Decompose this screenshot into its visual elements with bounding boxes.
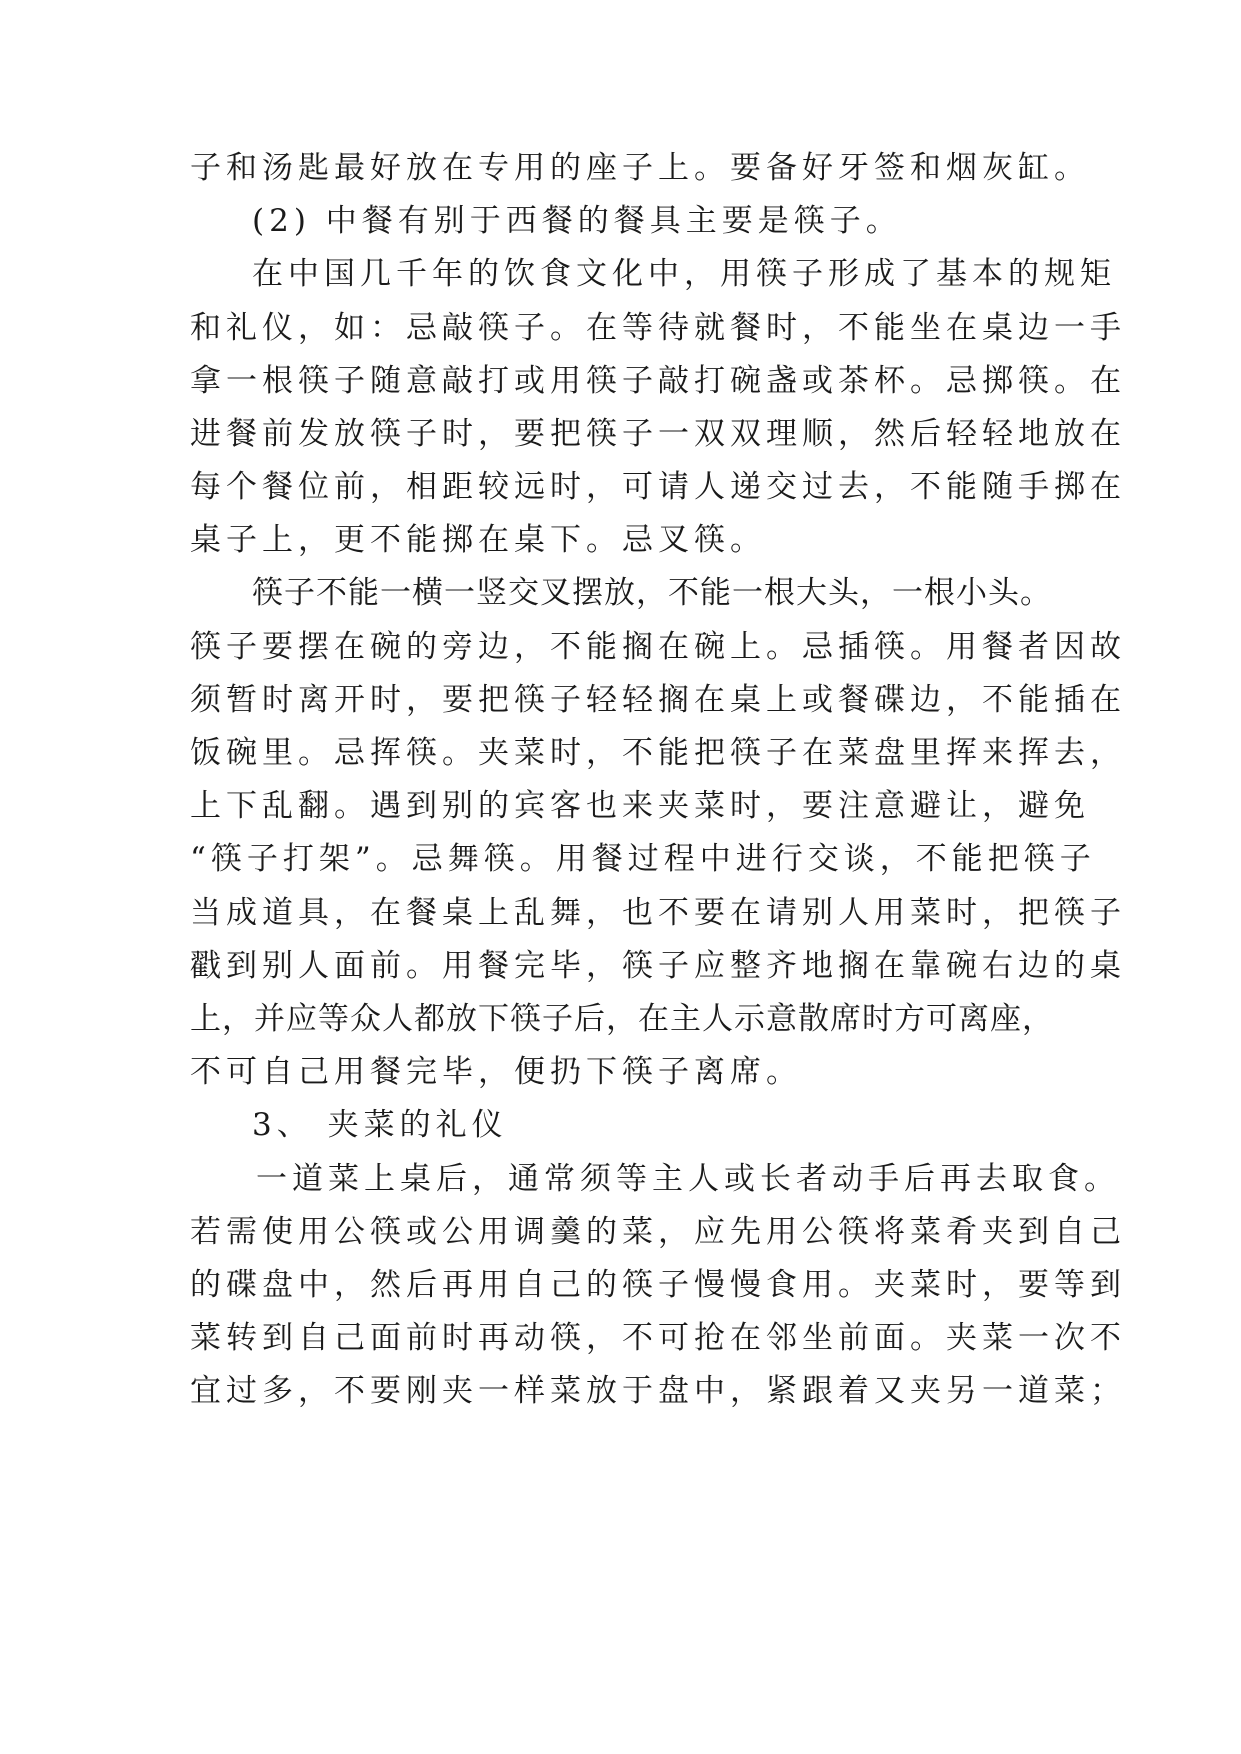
text-line: 上，并应等众人都放下筷子后，在主人示意散席时方可离座，	[190, 1001, 1054, 1037]
section-heading: (2) 中餐有别于西餐的餐具主要是筷子。	[252, 203, 902, 239]
text-line: 宜过多，不要刚夹一样菜放于盘中，紧跟着又夹另一道菜；	[190, 1373, 1126, 1409]
text-line: 戳到别人面前。用餐完毕，筷子应整齐地搁在靠碗右边的桌	[190, 948, 1126, 984]
text-line: 进餐前发放筷子时，要把筷子一双双理顺，然后轻轻地放在	[190, 416, 1126, 452]
text-line: 桌子上，更不能掷在桌下。忌叉筷。	[190, 522, 766, 558]
text-line: 的碟盘中，然后再用自己的筷子慢慢食用。夹菜时，要等到	[190, 1267, 1126, 1303]
text-line: 菜转到自己面前时再动筷，不可抢在邻坐前面。夹菜一次不	[190, 1320, 1126, 1356]
text-line: 每个餐位前，相距较远时，可请人递交过去，不能随手掷在	[190, 469, 1126, 505]
paragraph-start: 筷子不能一横一竖交叉摆放，不能一根大头，一根小头。	[252, 575, 1052, 611]
text-line: 筷子要摆在碗的旁边，不能搁在碗上。忌插筷。用餐者因故	[190, 629, 1126, 665]
text-line: 若需使用公筷或公用调羹的菜，应先用公筷将菜肴夹到自己	[190, 1214, 1126, 1250]
text-line: 上下乱翻。遇到别的宾客也来夹菜时，要注意避让，避免	[190, 788, 1090, 824]
text-line: 饭碗里。忌挥筷。夹菜时，不能把筷子在菜盘里挥来挥去，	[190, 735, 1126, 771]
text-line: 和礼仪，如：忌敲筷子。在等待就餐时，不能坐在桌边一手	[190, 310, 1126, 346]
section-heading: 3、 夹菜的礼仪	[252, 1107, 508, 1143]
text-line: 当成道具，在餐桌上乱舞，也不要在请别人用菜时，把筷子	[190, 895, 1126, 931]
text-line: 拿一根筷子随意敲打或用筷子敲打碗盏或茶杯。忌掷筷。在	[190, 363, 1126, 399]
text-line: “筷子打架”。忌舞筷。用餐过程中进行交谈，不能把筷子	[190, 841, 1096, 877]
text-line: 子和汤匙最好放在专用的座子上。要备好牙签和烟灰缸。	[190, 150, 1090, 186]
text-line: 不可自己用餐完毕，便扔下筷子离席。	[190, 1054, 802, 1090]
paragraph-start: 一道菜上桌后，通常须等主人或长者动手后再去取食。	[256, 1161, 1120, 1197]
paragraph-start: 在中国几千年的饮食文化中，用筷子形成了基本的规矩	[252, 256, 1116, 292]
text-line: 须暂时离开时，要把筷子轻轻搁在桌上或餐碟边，不能插在	[190, 682, 1126, 718]
